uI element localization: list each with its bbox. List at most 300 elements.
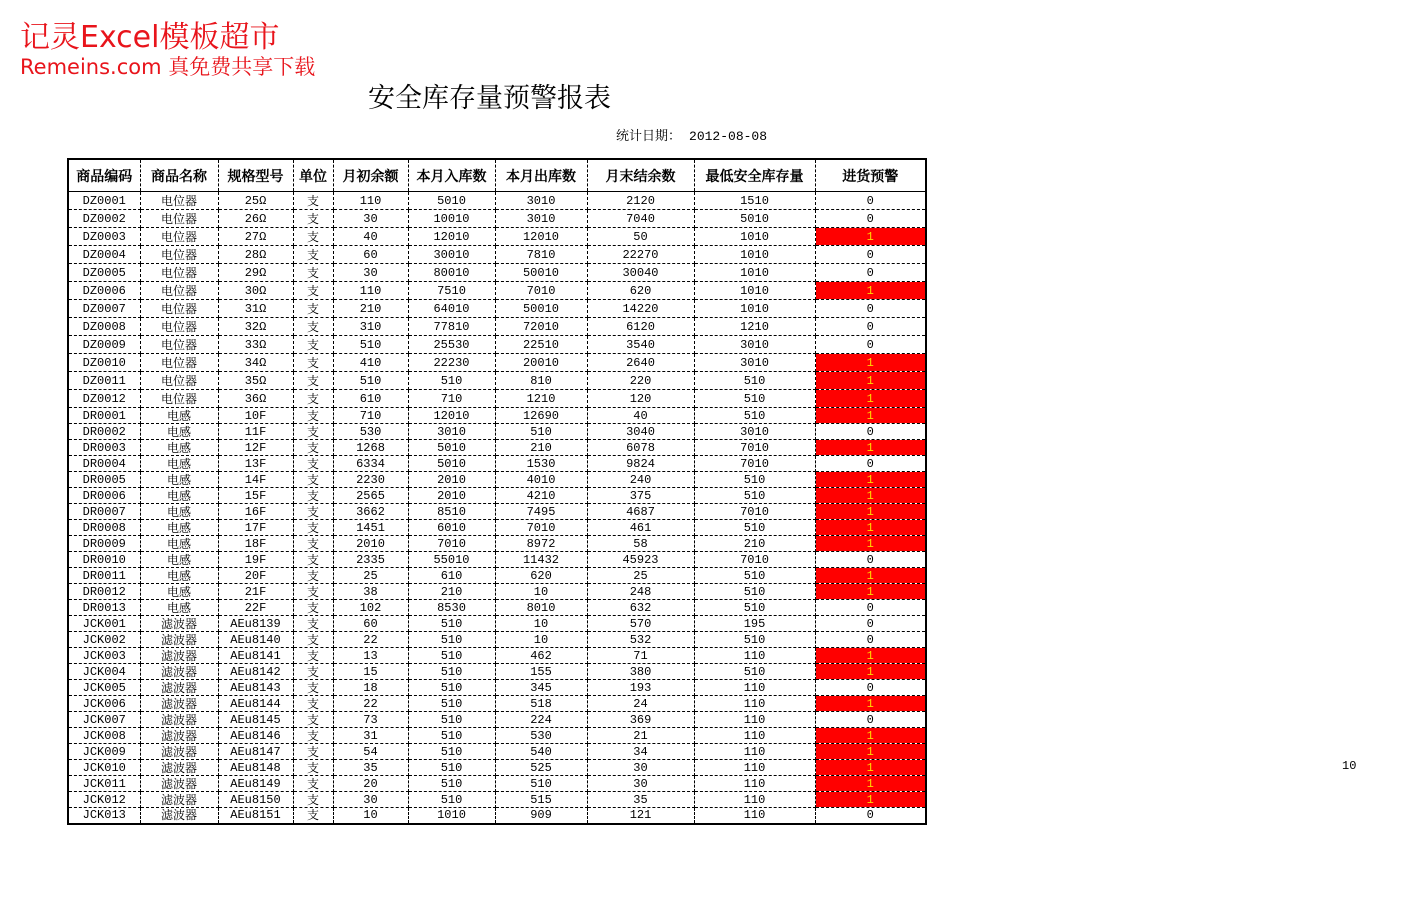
cell-in-qty: 510 bbox=[408, 744, 495, 760]
cell-reorder-alert: 1 bbox=[815, 472, 926, 488]
cell-min-safety-stock: 110 bbox=[694, 792, 815, 808]
cell-item-code: DR0005 bbox=[68, 472, 140, 488]
cell-opening-balance: 2335 bbox=[333, 552, 408, 568]
column-header: 本月入库数 bbox=[408, 159, 495, 192]
cell-item-code: DZ0011 bbox=[68, 372, 140, 390]
cell-in-qty: 510 bbox=[408, 648, 495, 664]
cell-unit: 支 bbox=[293, 600, 333, 616]
cell-in-qty: 80010 bbox=[408, 264, 495, 282]
cell-item-name: 电感 bbox=[140, 552, 218, 568]
cell-in-qty: 77810 bbox=[408, 318, 495, 336]
cell-item-name: 电位器 bbox=[140, 390, 218, 408]
cell-spec: AEu8142 bbox=[218, 664, 293, 680]
cell-item-name: 电位器 bbox=[140, 336, 218, 354]
cell-out-qty: 50010 bbox=[495, 300, 587, 318]
cell-out-qty: 10 bbox=[495, 632, 587, 648]
cell-spec: 21F bbox=[218, 584, 293, 600]
cell-opening-balance: 20 bbox=[333, 776, 408, 792]
cell-min-safety-stock: 510 bbox=[694, 520, 815, 536]
cell-reorder-alert: 1 bbox=[815, 792, 926, 808]
cell-spec: AEu8139 bbox=[218, 616, 293, 632]
cell-in-qty: 2010 bbox=[408, 472, 495, 488]
cell-reorder-alert: 1 bbox=[815, 228, 926, 246]
cell-out-qty: 72010 bbox=[495, 318, 587, 336]
cell-unit: 支 bbox=[293, 776, 333, 792]
cell-reorder-alert: 1 bbox=[815, 536, 926, 552]
cell-item-name: 电位器 bbox=[140, 192, 218, 210]
cell-spec: 29Ω bbox=[218, 264, 293, 282]
cell-closing-balance: 3540 bbox=[587, 336, 694, 354]
cell-out-qty: 8972 bbox=[495, 536, 587, 552]
cell-opening-balance: 6334 bbox=[333, 456, 408, 472]
cell-opening-balance: 35 bbox=[333, 760, 408, 776]
table-row bbox=[68, 744, 926, 760]
cell-item-name: 电感 bbox=[140, 424, 218, 440]
cell-in-qty: 510 bbox=[408, 776, 495, 792]
cell-in-qty: 30010 bbox=[408, 246, 495, 264]
cell-min-safety-stock: 1010 bbox=[694, 264, 815, 282]
cell-in-qty: 7510 bbox=[408, 282, 495, 300]
cell-unit: 支 bbox=[293, 696, 333, 712]
cell-out-qty: 11432 bbox=[495, 552, 587, 568]
cell-item-name: 电感 bbox=[140, 536, 218, 552]
cell-in-qty: 8530 bbox=[408, 600, 495, 616]
cell-unit: 支 bbox=[293, 792, 333, 808]
cell-unit: 支 bbox=[293, 760, 333, 776]
cell-reorder-alert: 0 bbox=[815, 210, 926, 228]
table-row bbox=[68, 616, 926, 632]
cell-spec: AEu8151 bbox=[218, 808, 293, 824]
cell-out-qty: 462 bbox=[495, 648, 587, 664]
cell-closing-balance: 24 bbox=[587, 696, 694, 712]
cell-item-code: JCK008 bbox=[68, 728, 140, 744]
cell-item-name: 电感 bbox=[140, 584, 218, 600]
cell-min-safety-stock: 3010 bbox=[694, 354, 815, 372]
cell-in-qty: 12010 bbox=[408, 408, 495, 424]
cell-unit: 支 bbox=[293, 264, 333, 282]
cell-spec: 13F bbox=[218, 456, 293, 472]
cell-out-qty: 515 bbox=[495, 792, 587, 808]
cell-reorder-alert: 1 bbox=[815, 568, 926, 584]
cell-spec: 33Ω bbox=[218, 336, 293, 354]
cell-opening-balance: 510 bbox=[333, 372, 408, 390]
cell-closing-balance: 34 bbox=[587, 744, 694, 760]
cell-item-code: DR0010 bbox=[68, 552, 140, 568]
cell-out-qty: 7810 bbox=[495, 246, 587, 264]
cell-closing-balance: 71 bbox=[587, 648, 694, 664]
cell-spec: 36Ω bbox=[218, 390, 293, 408]
cell-item-name: 电位器 bbox=[140, 354, 218, 372]
table-row bbox=[68, 776, 926, 792]
cell-closing-balance: 2120 bbox=[587, 192, 694, 210]
column-header: 规格型号 bbox=[218, 159, 293, 192]
cell-min-safety-stock: 5010 bbox=[694, 210, 815, 228]
column-header: 商品名称 bbox=[140, 159, 218, 192]
cell-item-code: DZ0008 bbox=[68, 318, 140, 336]
cell-spec: AEu8148 bbox=[218, 760, 293, 776]
cell-spec: AEu8145 bbox=[218, 712, 293, 728]
cell-spec: 15F bbox=[218, 488, 293, 504]
cell-min-safety-stock: 7010 bbox=[694, 456, 815, 472]
cell-reorder-alert: 1 bbox=[815, 696, 926, 712]
cell-out-qty: 510 bbox=[495, 424, 587, 440]
cell-item-code: JCK013 bbox=[68, 808, 140, 824]
side-number: 10 bbox=[1342, 759, 1357, 773]
cell-unit: 支 bbox=[293, 456, 333, 472]
cell-item-name: 电感 bbox=[140, 600, 218, 616]
cell-item-name: 电位器 bbox=[140, 210, 218, 228]
cell-closing-balance: 22270 bbox=[587, 246, 694, 264]
cell-in-qty: 2010 bbox=[408, 488, 495, 504]
cell-in-qty: 64010 bbox=[408, 300, 495, 318]
cell-reorder-alert: 1 bbox=[815, 648, 926, 664]
cell-unit: 支 bbox=[293, 488, 333, 504]
table-row bbox=[68, 760, 926, 776]
cell-out-qty: 20010 bbox=[495, 354, 587, 372]
table-row bbox=[68, 520, 926, 536]
cell-item-name: 电位器 bbox=[140, 282, 218, 300]
cell-reorder-alert: 0 bbox=[815, 264, 926, 282]
cell-unit: 支 bbox=[293, 228, 333, 246]
cell-opening-balance: 38 bbox=[333, 584, 408, 600]
cell-closing-balance: 632 bbox=[587, 600, 694, 616]
cell-out-qty: 8010 bbox=[495, 600, 587, 616]
cell-closing-balance: 375 bbox=[587, 488, 694, 504]
cell-item-name: 电感 bbox=[140, 456, 218, 472]
table-row bbox=[68, 390, 926, 408]
cell-in-qty: 5010 bbox=[408, 440, 495, 456]
cell-item-name: 电感 bbox=[140, 504, 218, 520]
cell-unit: 支 bbox=[293, 408, 333, 424]
cell-min-safety-stock: 510 bbox=[694, 632, 815, 648]
cell-out-qty: 518 bbox=[495, 696, 587, 712]
cell-unit: 支 bbox=[293, 648, 333, 664]
cell-in-qty: 22230 bbox=[408, 354, 495, 372]
cell-opening-balance: 510 bbox=[333, 336, 408, 354]
cell-item-code: JCK009 bbox=[68, 744, 140, 760]
cell-unit: 支 bbox=[293, 520, 333, 536]
cell-out-qty: 540 bbox=[495, 744, 587, 760]
cell-out-qty: 4010 bbox=[495, 472, 587, 488]
column-header: 月初余额 bbox=[333, 159, 408, 192]
cell-closing-balance: 50 bbox=[587, 228, 694, 246]
cell-closing-balance: 45923 bbox=[587, 552, 694, 568]
cell-min-safety-stock: 110 bbox=[694, 760, 815, 776]
table-row bbox=[68, 372, 926, 390]
cell-reorder-alert: 0 bbox=[815, 424, 926, 440]
cell-opening-balance: 15 bbox=[333, 664, 408, 680]
cell-opening-balance: 1451 bbox=[333, 520, 408, 536]
cell-opening-balance: 410 bbox=[333, 354, 408, 372]
cell-closing-balance: 220 bbox=[587, 372, 694, 390]
cell-item-name: 电位器 bbox=[140, 228, 218, 246]
table-row bbox=[68, 210, 926, 228]
cell-min-safety-stock: 7010 bbox=[694, 552, 815, 568]
cell-min-safety-stock: 510 bbox=[694, 390, 815, 408]
cell-opening-balance: 30 bbox=[333, 792, 408, 808]
cell-out-qty: 810 bbox=[495, 372, 587, 390]
cell-item-code: DR0009 bbox=[68, 536, 140, 552]
cell-opening-balance: 710 bbox=[333, 408, 408, 424]
cell-closing-balance: 532 bbox=[587, 632, 694, 648]
cell-opening-balance: 2230 bbox=[333, 472, 408, 488]
cell-closing-balance: 193 bbox=[587, 680, 694, 696]
cell-min-safety-stock: 195 bbox=[694, 616, 815, 632]
cell-in-qty: 3010 bbox=[408, 424, 495, 440]
table-row bbox=[68, 600, 926, 616]
cell-out-qty: 7010 bbox=[495, 282, 587, 300]
cell-out-qty: 345 bbox=[495, 680, 587, 696]
cell-in-qty: 510 bbox=[408, 712, 495, 728]
table-row bbox=[68, 648, 926, 664]
cell-unit: 支 bbox=[293, 210, 333, 228]
cell-item-code: DR0002 bbox=[68, 424, 140, 440]
cell-item-name: 滤波器 bbox=[140, 696, 218, 712]
cell-closing-balance: 121 bbox=[587, 808, 694, 824]
cell-item-name: 滤波器 bbox=[140, 632, 218, 648]
cell-reorder-alert: 1 bbox=[815, 728, 926, 744]
cell-spec: 20F bbox=[218, 568, 293, 584]
column-header: 商品编码 bbox=[68, 159, 140, 192]
cell-reorder-alert: 0 bbox=[815, 552, 926, 568]
cell-in-qty: 6010 bbox=[408, 520, 495, 536]
column-header: 本月出库数 bbox=[495, 159, 587, 192]
cell-unit: 支 bbox=[293, 536, 333, 552]
cell-unit: 支 bbox=[293, 372, 333, 390]
cell-min-safety-stock: 7010 bbox=[694, 504, 815, 520]
cell-item-name: 滤波器 bbox=[140, 648, 218, 664]
cell-item-name: 滤波器 bbox=[140, 760, 218, 776]
cell-reorder-alert: 1 bbox=[815, 776, 926, 792]
cell-item-code: DZ0012 bbox=[68, 390, 140, 408]
cell-item-code: DZ0005 bbox=[68, 264, 140, 282]
cell-in-qty: 55010 bbox=[408, 552, 495, 568]
cell-item-code: JCK010 bbox=[68, 760, 140, 776]
table-row bbox=[68, 712, 926, 728]
table-row bbox=[68, 424, 926, 440]
cell-opening-balance: 2565 bbox=[333, 488, 408, 504]
cell-opening-balance: 31 bbox=[333, 728, 408, 744]
table-row bbox=[68, 192, 926, 210]
cell-in-qty: 510 bbox=[408, 792, 495, 808]
cell-in-qty: 7010 bbox=[408, 536, 495, 552]
cell-in-qty: 510 bbox=[408, 696, 495, 712]
cell-min-safety-stock: 510 bbox=[694, 488, 815, 504]
cell-unit: 支 bbox=[293, 680, 333, 696]
cell-spec: 22F bbox=[218, 600, 293, 616]
cell-item-code: DZ0002 bbox=[68, 210, 140, 228]
cell-closing-balance: 7040 bbox=[587, 210, 694, 228]
cell-closing-balance: 14220 bbox=[587, 300, 694, 318]
table-body bbox=[68, 192, 926, 824]
cell-closing-balance: 248 bbox=[587, 584, 694, 600]
cell-closing-balance: 30 bbox=[587, 760, 694, 776]
cell-unit: 支 bbox=[293, 300, 333, 318]
cell-in-qty: 210 bbox=[408, 584, 495, 600]
cell-opening-balance: 610 bbox=[333, 390, 408, 408]
cell-in-qty: 5010 bbox=[408, 456, 495, 472]
cell-spec: 30Ω bbox=[218, 282, 293, 300]
cell-opening-balance: 10 bbox=[333, 808, 408, 824]
cell-item-name: 滤波器 bbox=[140, 712, 218, 728]
table-row bbox=[68, 808, 926, 824]
cell-spec: 26Ω bbox=[218, 210, 293, 228]
cell-unit: 支 bbox=[293, 192, 333, 210]
table-row bbox=[68, 228, 926, 246]
cell-reorder-alert: 1 bbox=[815, 744, 926, 760]
cell-reorder-alert: 1 bbox=[815, 354, 926, 372]
table-row bbox=[68, 300, 926, 318]
cell-item-code: DR0013 bbox=[68, 600, 140, 616]
cell-spec: AEu8146 bbox=[218, 728, 293, 744]
cell-item-name: 电位器 bbox=[140, 318, 218, 336]
cell-closing-balance: 461 bbox=[587, 520, 694, 536]
cell-min-safety-stock: 1010 bbox=[694, 282, 815, 300]
cell-opening-balance: 22 bbox=[333, 696, 408, 712]
cell-unit: 支 bbox=[293, 354, 333, 372]
cell-out-qty: 530 bbox=[495, 728, 587, 744]
cell-closing-balance: 2640 bbox=[587, 354, 694, 372]
cell-in-qty: 8510 bbox=[408, 504, 495, 520]
cell-item-name: 滤波器 bbox=[140, 776, 218, 792]
cell-opening-balance: 110 bbox=[333, 282, 408, 300]
cell-item-name: 滤波器 bbox=[140, 664, 218, 680]
cell-item-name: 滤波器 bbox=[140, 680, 218, 696]
cell-item-name: 电感 bbox=[140, 488, 218, 504]
cell-spec: 35Ω bbox=[218, 372, 293, 390]
cell-opening-balance: 18 bbox=[333, 680, 408, 696]
cell-spec: 12F bbox=[218, 440, 293, 456]
cell-item-code: JCK006 bbox=[68, 696, 140, 712]
cell-unit: 支 bbox=[293, 282, 333, 300]
cell-out-qty: 1530 bbox=[495, 456, 587, 472]
cell-reorder-alert: 0 bbox=[815, 246, 926, 264]
cell-item-name: 滤波器 bbox=[140, 808, 218, 824]
cell-out-qty: 3010 bbox=[495, 210, 587, 228]
cell-closing-balance: 30040 bbox=[587, 264, 694, 282]
cell-min-safety-stock: 3010 bbox=[694, 336, 815, 354]
table-row bbox=[68, 336, 926, 354]
cell-item-code: JCK007 bbox=[68, 712, 140, 728]
cell-item-code: DR0004 bbox=[68, 456, 140, 472]
cell-closing-balance: 240 bbox=[587, 472, 694, 488]
cell-out-qty: 12010 bbox=[495, 228, 587, 246]
cell-reorder-alert: 1 bbox=[815, 760, 926, 776]
cell-unit: 支 bbox=[293, 664, 333, 680]
cell-in-qty: 510 bbox=[408, 760, 495, 776]
cell-spec: 10F bbox=[218, 408, 293, 424]
cell-in-qty: 510 bbox=[408, 680, 495, 696]
cell-min-safety-stock: 110 bbox=[694, 808, 815, 824]
cell-unit: 支 bbox=[293, 632, 333, 648]
cell-spec: 17F bbox=[218, 520, 293, 536]
table-row bbox=[68, 536, 926, 552]
cell-unit: 支 bbox=[293, 472, 333, 488]
cell-in-qty: 610 bbox=[408, 568, 495, 584]
cell-opening-balance: 25 bbox=[333, 568, 408, 584]
cell-item-code: DR0007 bbox=[68, 504, 140, 520]
table-row bbox=[68, 696, 926, 712]
cell-min-safety-stock: 510 bbox=[694, 472, 815, 488]
table-row bbox=[68, 318, 926, 336]
cell-spec: 19F bbox=[218, 552, 293, 568]
cell-spec: 16F bbox=[218, 504, 293, 520]
cell-spec: 27Ω bbox=[218, 228, 293, 246]
cell-unit: 支 bbox=[293, 440, 333, 456]
cell-item-name: 电感 bbox=[140, 568, 218, 584]
cell-item-code: DZ0004 bbox=[68, 246, 140, 264]
cell-reorder-alert: 0 bbox=[815, 712, 926, 728]
report-title: 安全库存量预警报表 bbox=[368, 83, 611, 114]
cell-min-safety-stock: 110 bbox=[694, 728, 815, 744]
cell-item-code: DR0003 bbox=[68, 440, 140, 456]
cell-item-name: 滤波器 bbox=[140, 728, 218, 744]
cell-min-safety-stock: 3010 bbox=[694, 424, 815, 440]
cell-unit: 支 bbox=[293, 336, 333, 354]
cell-reorder-alert: 0 bbox=[815, 600, 926, 616]
cell-item-name: 电位器 bbox=[140, 300, 218, 318]
cell-opening-balance: 210 bbox=[333, 300, 408, 318]
cell-item-code: JCK005 bbox=[68, 680, 140, 696]
cell-min-safety-stock: 110 bbox=[694, 776, 815, 792]
cell-in-qty: 510 bbox=[408, 728, 495, 744]
cell-min-safety-stock: 110 bbox=[694, 744, 815, 760]
cell-in-qty: 710 bbox=[408, 390, 495, 408]
cell-unit: 支 bbox=[293, 616, 333, 632]
cell-item-name: 电位器 bbox=[140, 372, 218, 390]
cell-min-safety-stock: 1010 bbox=[694, 228, 815, 246]
cell-opening-balance: 73 bbox=[333, 712, 408, 728]
cell-min-safety-stock: 510 bbox=[694, 600, 815, 616]
cell-spec: AEu8144 bbox=[218, 696, 293, 712]
cell-spec: AEu8147 bbox=[218, 744, 293, 760]
cell-reorder-alert: 0 bbox=[815, 192, 926, 210]
cell-closing-balance: 25 bbox=[587, 568, 694, 584]
cell-closing-balance: 30 bbox=[587, 776, 694, 792]
cell-item-code: JCK001 bbox=[68, 616, 140, 632]
cell-opening-balance: 110 bbox=[333, 192, 408, 210]
cell-reorder-alert: 0 bbox=[815, 632, 926, 648]
cell-in-qty: 10010 bbox=[408, 210, 495, 228]
cell-item-name: 电感 bbox=[140, 520, 218, 536]
cell-item-code: JCK011 bbox=[68, 776, 140, 792]
cell-spec: AEu8140 bbox=[218, 632, 293, 648]
brand-title: 记灵Excel模板超市 bbox=[20, 20, 280, 55]
column-header: 进货预警 bbox=[815, 159, 926, 192]
table-row bbox=[68, 504, 926, 520]
cell-min-safety-stock: 1010 bbox=[694, 246, 815, 264]
cell-item-code: DR0001 bbox=[68, 408, 140, 424]
cell-item-code: DR0011 bbox=[68, 568, 140, 584]
column-header: 最低安全库存量 bbox=[694, 159, 815, 192]
cell-item-code: DZ0010 bbox=[68, 354, 140, 372]
stat-date bbox=[616, 128, 767, 146]
cell-unit: 支 bbox=[293, 246, 333, 264]
cell-closing-balance: 6078 bbox=[587, 440, 694, 456]
cell-unit: 支 bbox=[293, 712, 333, 728]
cell-min-safety-stock: 7010 bbox=[694, 440, 815, 456]
table-row bbox=[68, 792, 926, 808]
cell-min-safety-stock: 510 bbox=[694, 568, 815, 584]
cell-spec: AEu8150 bbox=[218, 792, 293, 808]
cell-out-qty: 155 bbox=[495, 664, 587, 680]
cell-closing-balance: 120 bbox=[587, 390, 694, 408]
cell-in-qty: 12010 bbox=[408, 228, 495, 246]
cell-in-qty: 5010 bbox=[408, 192, 495, 210]
cell-item-code: DR0008 bbox=[68, 520, 140, 536]
cell-min-safety-stock: 110 bbox=[694, 680, 815, 696]
table-row bbox=[68, 632, 926, 648]
